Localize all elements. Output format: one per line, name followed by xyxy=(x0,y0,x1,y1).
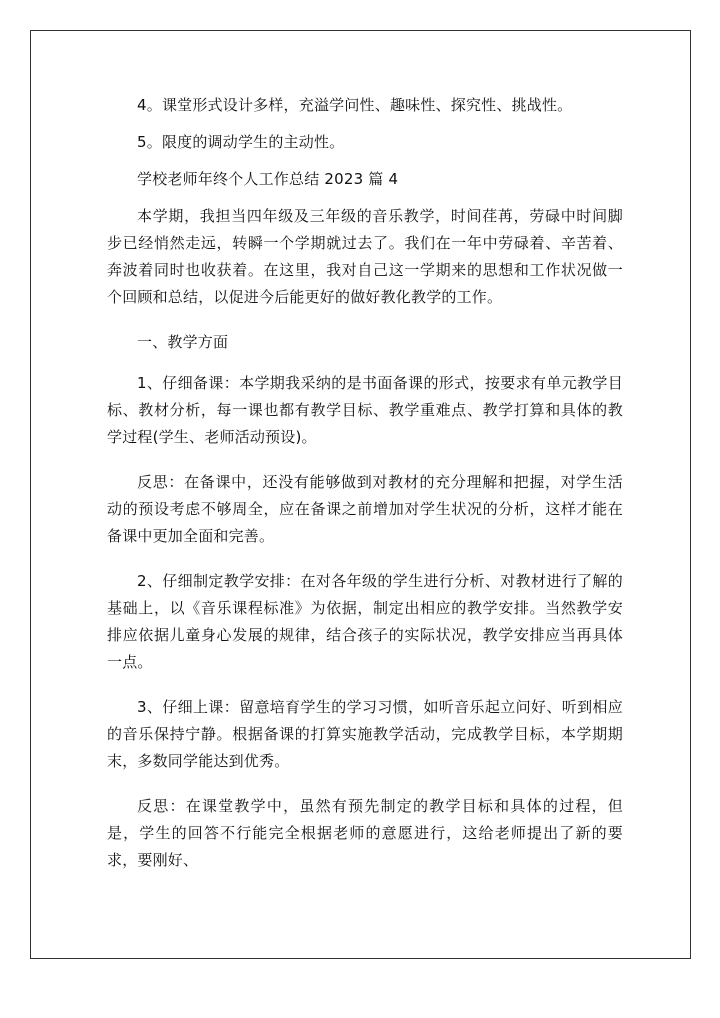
document-body xyxy=(107,92,623,874)
paragraph-teaching-plan: 2、仔细制定教学安排：在对各年级的学生进行分析、对教材进行了解的基础上，以《音乐课程标准》为依据，制定出相应的教学安排。当然教学安排应依据儿童身心发展的规律，结合孩子的实际状况，教学安排应当再具体一点。 xyxy=(107,572,623,671)
paragraph-item-4: 4。课堂形式设计多样，充溢学问性、趣味性、探究性、挑战性。 xyxy=(137,96,573,114)
paragraph-item-5: 5。限度的调动学生的主动性。 xyxy=(137,133,345,151)
section-title: 学校老师年终个人工作总结 2023 篇 4 xyxy=(137,170,399,188)
paragraph-class-teaching: 3、仔细上课：留意培育学生的学习习惯，如听音乐起立问好、听到相应的音乐保持宁静。根据备课的打算实施教学活动，完成教学目标，本学期期末，多数同学能达到优秀。 xyxy=(107,698,623,770)
paragraph-reflection-2: 反思：在课堂教学中，虽然有预先制定的教学目标和具体的过程，但是，学生的回答不行能完全根据老师的意愿进行，这给老师提出了新的要求，要刚好、 xyxy=(107,797,623,869)
heading-teaching: 一、教学方面 xyxy=(137,333,229,351)
intro-paragraph: 本学期，我担当四年级及三年级的音乐教学，时间荏苒，劳碌中时间脚步已经悄然走远，转瞬一个学期就过去了。我们在一年中劳碌着、辛苦着、奔波着同时也收获着。在这里，我对自己这一学期来的思想和工作状况做一个回顾和总结，以促进今后能更好的做好教化教学的工作。 xyxy=(107,207,623,306)
paragraph-lesson-prep: 1、仔细备课：本学期我采纳的是书面备课的形式，按要求有单元教学目标、教材分析，每一课也都有教学目标、教学重难点、教学打算和具体的教学过程(学生、老师活动预设)。 xyxy=(107,374,623,446)
paragraph-reflection-1: 反思：在备课中，还没有能够做到对教材的充分理解和把握，对学生活动的预设考虑不够周全，应在备课之前增加对学生状况的分析，这样才能在备课中更加全面和完善。 xyxy=(107,473,623,545)
